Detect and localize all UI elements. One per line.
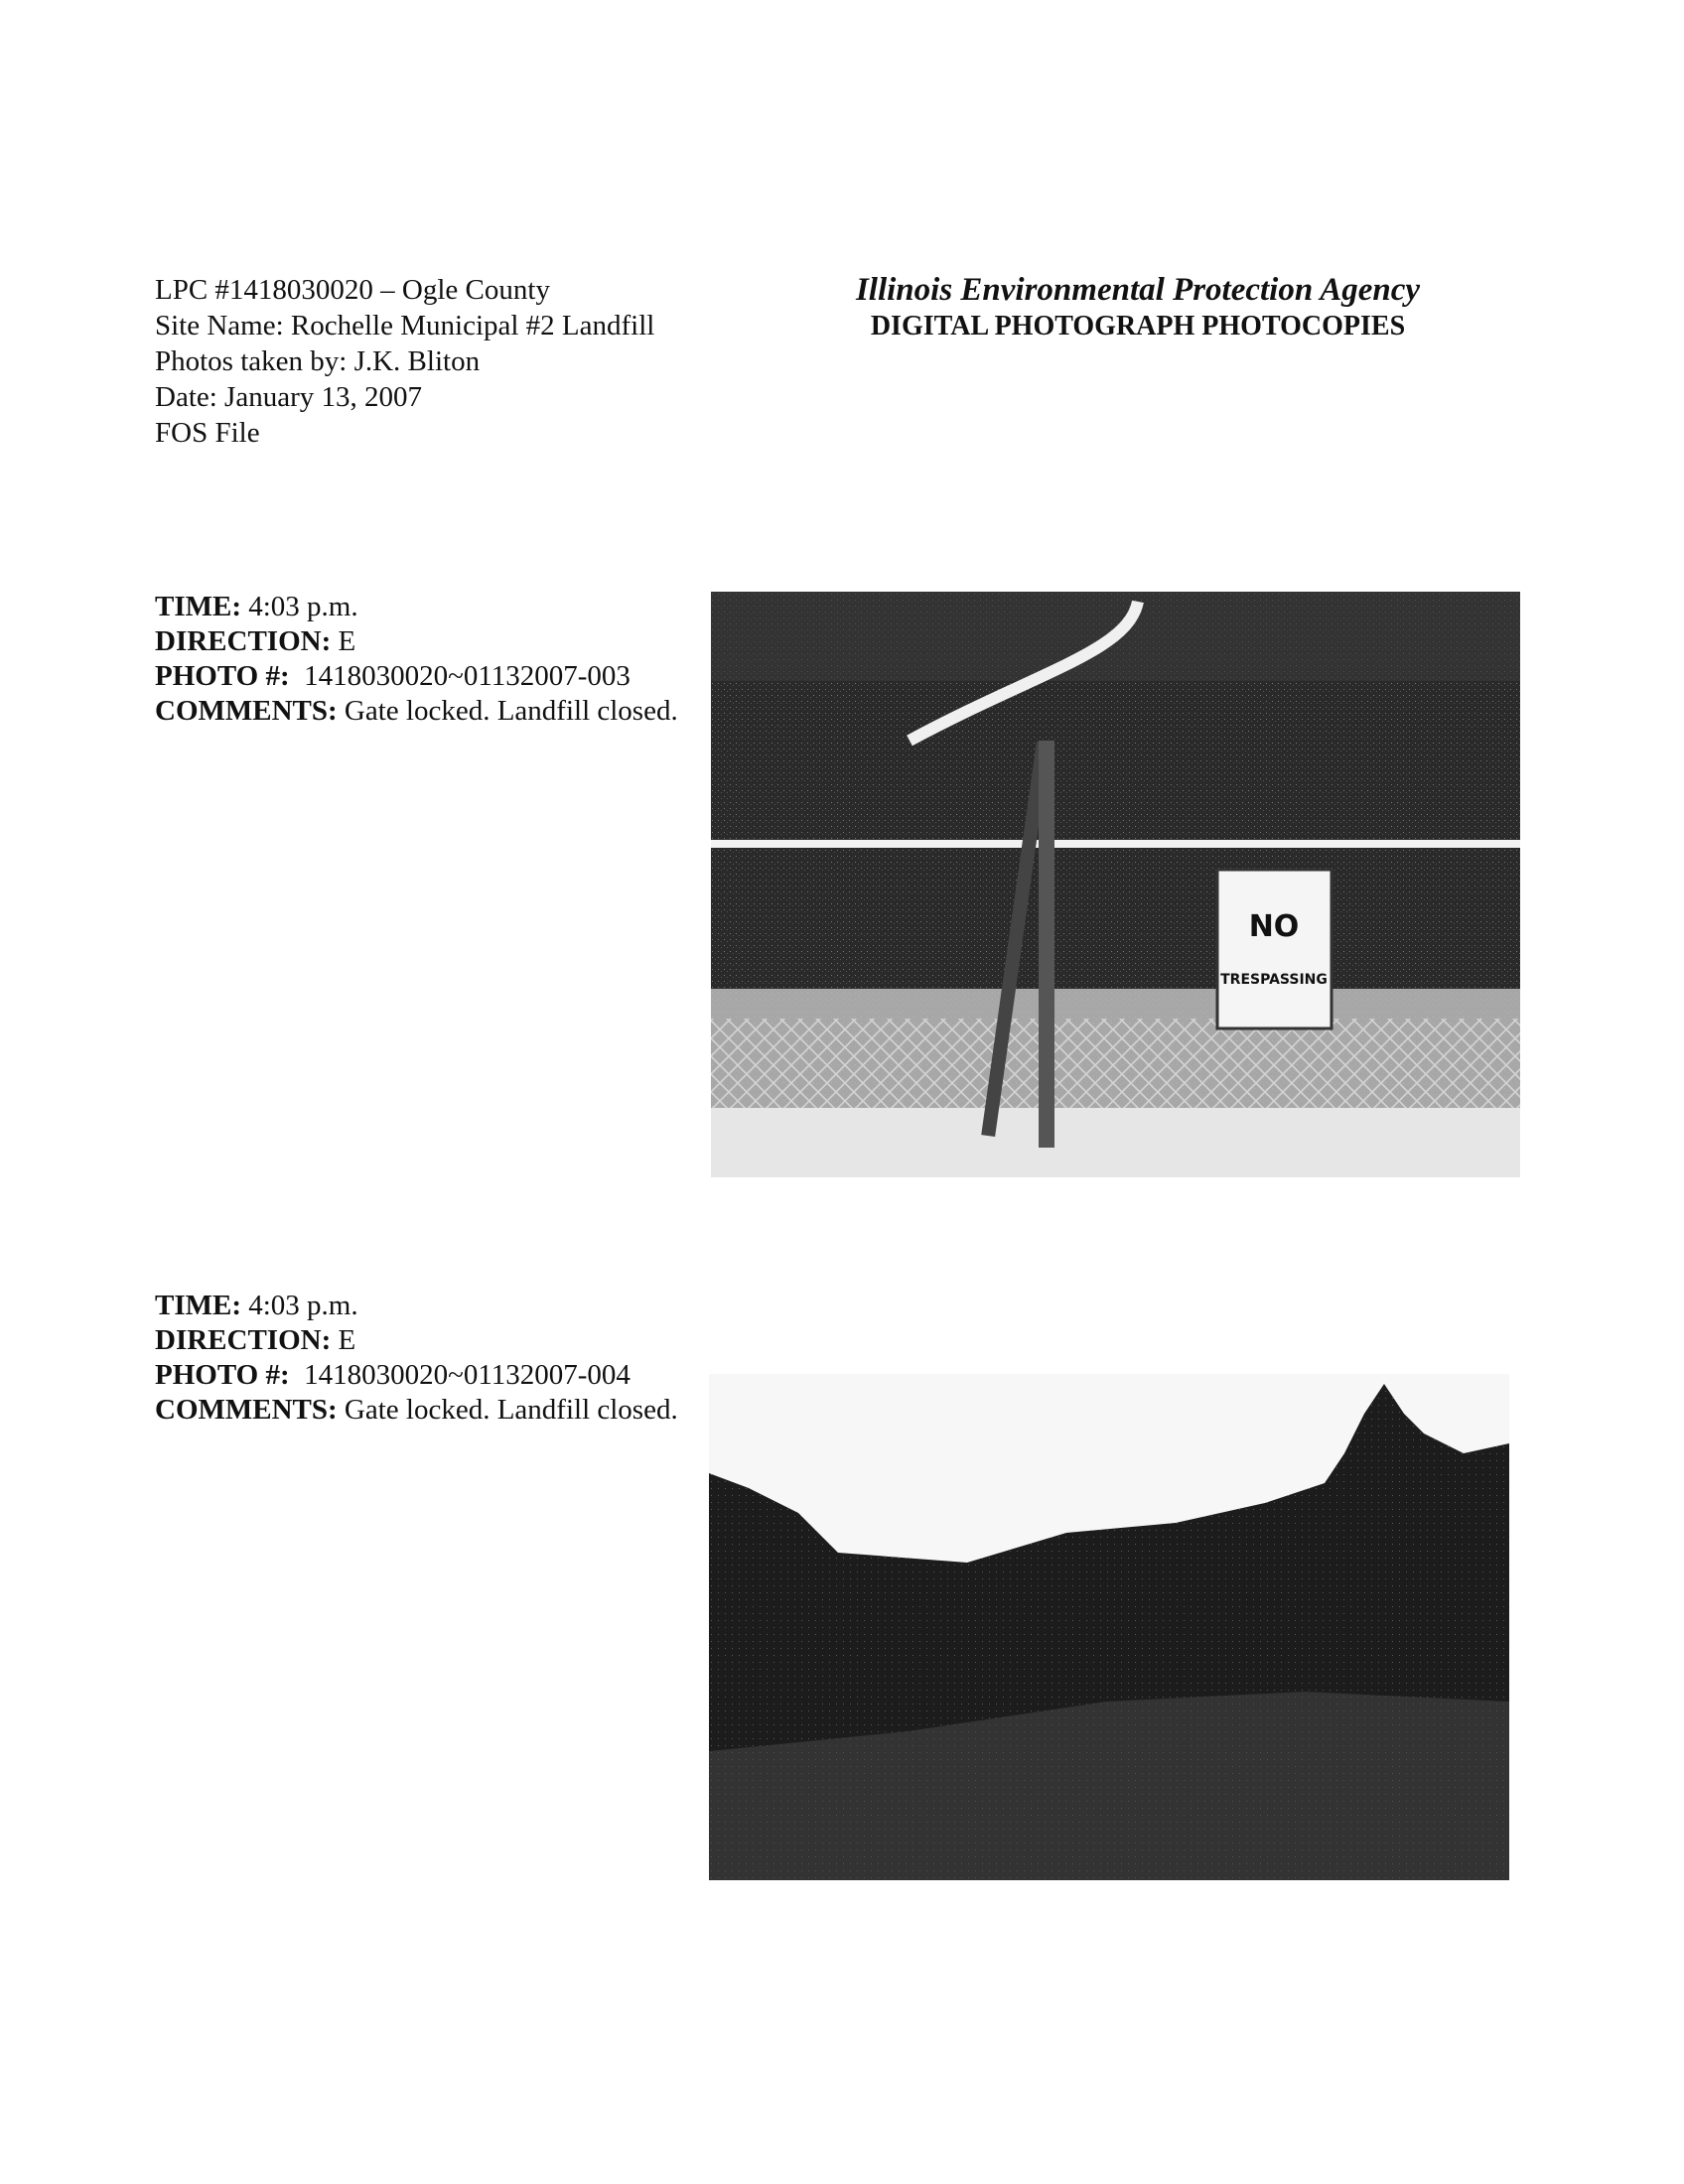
file-line: FOS File	[155, 417, 260, 449]
time-line: TIME: 4:03 p.m.	[155, 1290, 358, 1321]
lpc-line: LPC #1418030020 – Ogle County	[155, 274, 550, 306]
photo-landfill-hillside	[709, 1374, 1509, 1880]
photo-entry-1-caption	[155, 590, 681, 729]
photographer-line: Photos taken by: J.K. Bliton	[155, 345, 481, 377]
photo-number-line: PHOTO #: 1418030020~01132007-004	[155, 1359, 631, 1391]
comments-line: COMMENTS: Gate locked. Landfill closed.	[155, 695, 678, 727]
sign-trespassing: TRESPASSING	[1220, 972, 1328, 988]
agency-header	[820, 270, 1456, 343]
site-name-line: Site Name: Rochelle Municipal #2 Landfill	[155, 310, 655, 341]
photo-gate-no-trespassing	[711, 592, 1520, 1177]
photo-entry-2-caption	[155, 1289, 681, 1428]
date-line: Date: January 13, 2007	[155, 381, 422, 413]
sign-no: NO	[1248, 909, 1300, 944]
direction-line: DIRECTION: E	[155, 625, 356, 657]
agency-name: Illinois Environmental Protection Agency	[855, 272, 1421, 308]
time-line: TIME: 4:03 p.m.	[155, 591, 358, 622]
photo-number-line: PHOTO #: 1418030020~01132007-003	[155, 660, 631, 692]
direction-line: DIRECTION: E	[155, 1324, 356, 1356]
document-type: DIGITAL PHOTOGRAPH PHOTOCOPIES	[870, 311, 1406, 341]
site-info	[155, 272, 654, 451]
comments-line: COMMENTS: Gate locked. Landfill closed.	[155, 1394, 678, 1426]
